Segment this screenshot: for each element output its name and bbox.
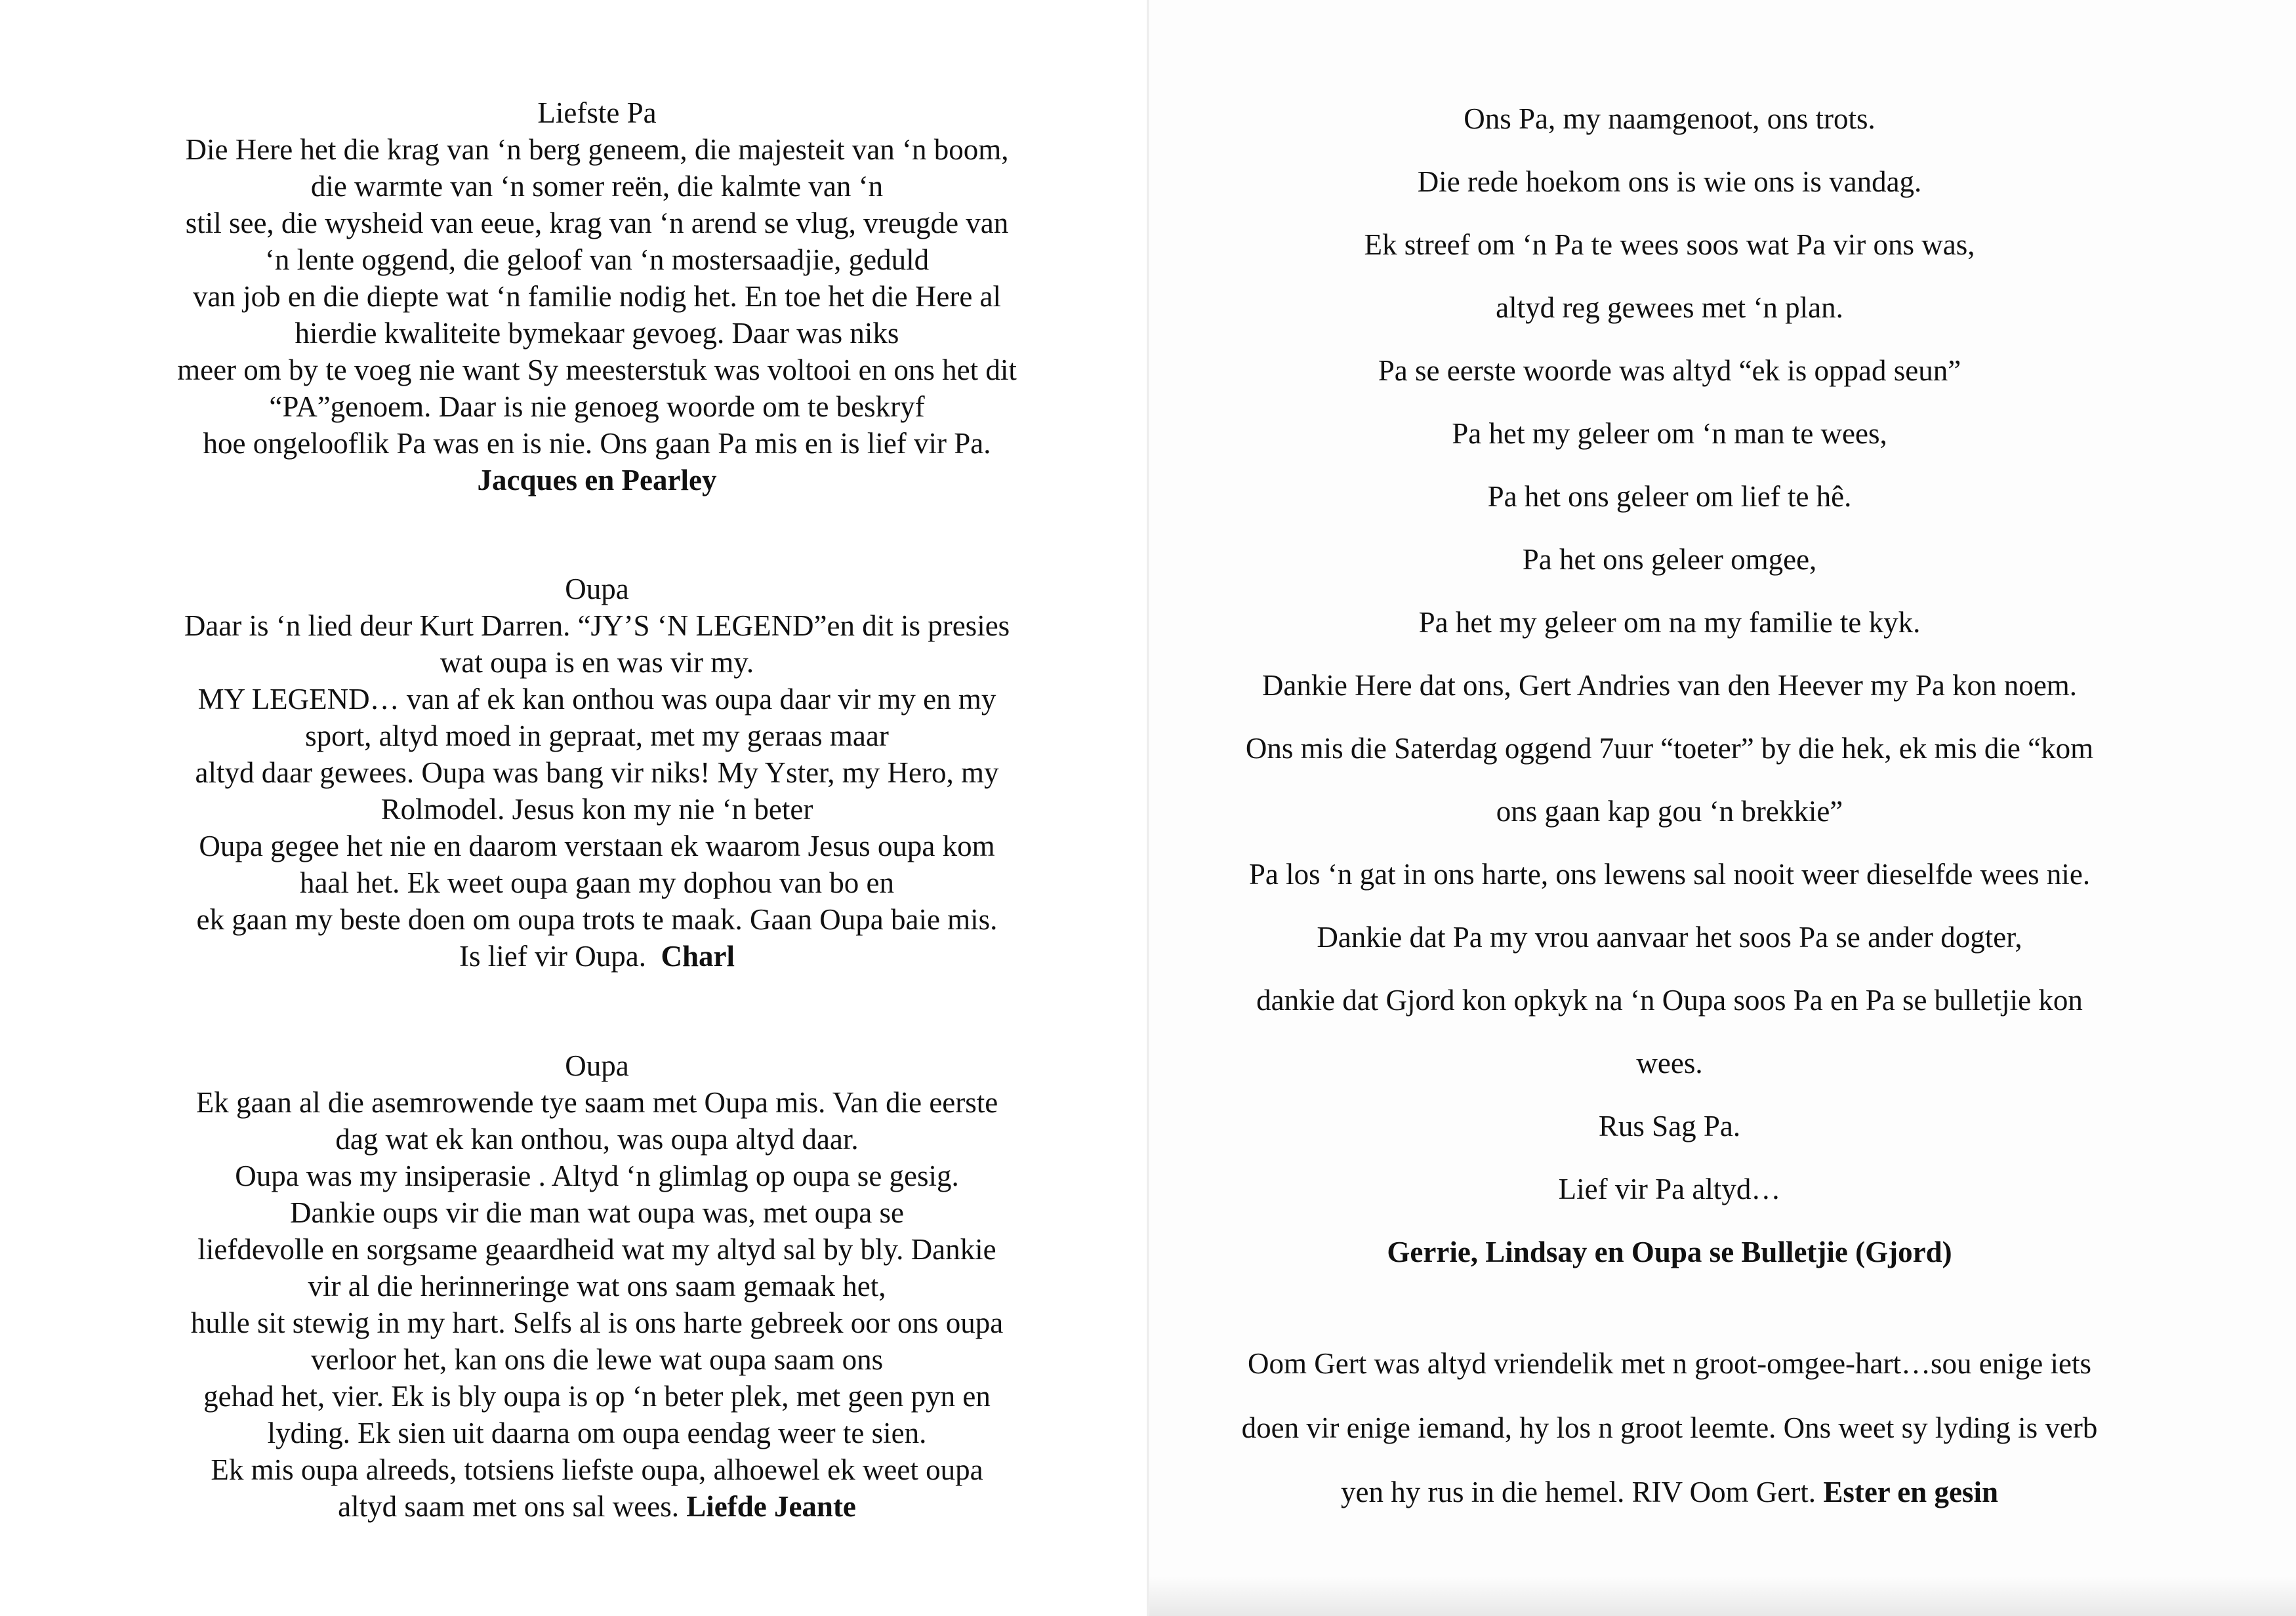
poem-line: dankie dat Gjord kon opkyk na ‘n Oupa soos Pa en Pa se bulletjie kon bbox=[1256, 984, 2083, 1017]
text-line: Oom Gert was altyd vriendelik met n groot-omgee-hart…sou enige iets bbox=[1248, 1347, 2091, 1380]
closing-text: altyd saam met ons sal wees. bbox=[338, 1490, 679, 1523]
text-line: Daar is ‘n lied deur Kurt Darren. “JY’S ‘N LEGEND”en dit is presies bbox=[184, 609, 1010, 642]
poem-line: Ons mis die Saterdag oggend 7uur “toeter” by die hek, ek mis die “kom bbox=[1245, 732, 2094, 765]
tribute-liefste-pa bbox=[72, 94, 1122, 498]
text-line: verloor het, kan ons die lewe wat oupa saam ons bbox=[310, 1343, 884, 1376]
text-line: hierdie kwaliteite bymekaar gevoeg. Daar was niks bbox=[295, 317, 899, 350]
poem-line: wees. bbox=[1636, 1047, 1703, 1080]
text-line: “PA”genoem. Daar is nie genoeg woorde om te beskryf bbox=[269, 390, 925, 423]
text-line: doen vir enige iemand, hy los n groot leemte. Ons weet sy lyding is verb bbox=[1241, 1411, 2098, 1444]
tribute-oupa-jeante bbox=[72, 1047, 1122, 1525]
signature: Gerrie, Lindsay en Oupa se Bulletjie (Gjord) bbox=[1387, 1236, 1952, 1268]
signature: Charl bbox=[661, 940, 735, 973]
text-line: haal het. Ek weet oupa gaan my dophou van bo en bbox=[300, 866, 894, 899]
closing-text: yen hy rus in die hemel. RIV Oom Gert. bbox=[1341, 1476, 1816, 1508]
page-shadow bbox=[1148, 1577, 2296, 1616]
closing-line bbox=[1155, 1460, 2184, 1524]
text-line: Ek mis oupa alreeds, totsiens liefste oupa, alhoewel ek weet oupa bbox=[211, 1453, 983, 1486]
text-line: van job en die diepte wat ‘n familie nodig het. En toe het die Here al bbox=[192, 280, 1002, 313]
page-fold bbox=[1147, 0, 1149, 1616]
tribute-oom-gert bbox=[1155, 1331, 2184, 1524]
closing-line bbox=[72, 1488, 1122, 1525]
text-line: gehad het, vier. Ek is bly oupa is op ‘n beter plek, met geen pyn en bbox=[203, 1380, 991, 1413]
text-line: hoe ongelooflik Pa was en is nie. Ons gaan Pa mis en is lief vir Pa. bbox=[203, 427, 991, 460]
signature: Jacques en Pearley bbox=[477, 464, 717, 496]
text-line: hulle sit stewig in my hart. Selfs al is ons harte gebreek oor ons oupa bbox=[190, 1306, 1004, 1339]
poem-line: Die rede hoekom ons is wie ons is vandag. bbox=[1417, 165, 1922, 198]
poem-line: Pa het ons geleer omgee, bbox=[1522, 543, 1817, 576]
section-title: Oupa bbox=[565, 573, 629, 605]
text-line: stil see, die wysheid van eeue, krag van ‘n arend se vlug, vreugde van bbox=[185, 207, 1009, 239]
text-line: MY LEGEND… van af ek kan onthou was oupa daar vir my en my bbox=[197, 683, 996, 716]
closing-text: Is lief vir Oupa. bbox=[459, 940, 646, 973]
text-line: wat oupa is en was vir my. bbox=[440, 646, 754, 679]
text-line: Oupa was my insiperasie . Altyd ‘n glimlag op oupa se gesig. bbox=[235, 1160, 959, 1192]
text-line: Dankie oups vir die man wat oupa was, met oupa se bbox=[289, 1196, 904, 1229]
signature: Ester en gesin bbox=[1823, 1476, 1998, 1508]
text-line: ‘n lente oggend, die geloof van ‘n mostersaadjie, geduld bbox=[264, 243, 930, 276]
text-line: altyd daar gewees. Oupa was bang vir niks! My Yster, my Hero, my bbox=[195, 756, 999, 789]
text-line: vir al die herinneringe wat ons saam gemaak het, bbox=[308, 1270, 886, 1303]
closing-line bbox=[72, 938, 1122, 975]
text-line: Ek gaan al die asemrowende tye saam met Oupa mis. Van die eerste bbox=[195, 1086, 998, 1119]
poem-line: Ons Pa, my naamgenoot, ons trots. bbox=[1464, 102, 1876, 135]
section-title: Oupa bbox=[565, 1049, 629, 1082]
poem-line: Pa los ‘n gat in ons harte, ons lewens sal nooit weer dieselfde wees nie. bbox=[1248, 858, 2091, 891]
poem-line: Lief vir Pa altyd… bbox=[1558, 1173, 1781, 1205]
text-line: liefdevolle en sorgsame geaardheid wat my altyd sal by bly. Dankie bbox=[197, 1233, 996, 1266]
poem-line: Pa se eerste woorde was altyd “ek is oppad seun” bbox=[1378, 354, 1961, 387]
poem-line: Dankie dat Pa my vrou aanvaar het soos Pa se ander dogter, bbox=[1317, 921, 2022, 954]
text-line: Die Here het die krag van ‘n berg geneem, die majesteit van ‘n boom, bbox=[185, 133, 1009, 166]
poem-line: ons gaan kap gou ‘n brekkie” bbox=[1496, 795, 1843, 828]
text-line: lyding. Ek sien uit daarna om oupa eendag weer te sien. bbox=[267, 1417, 927, 1449]
poem-line: Rus Sag Pa. bbox=[1598, 1110, 1741, 1142]
text-line: sport, altyd moed in gepraat, met my geraas maar bbox=[305, 719, 889, 752]
text-line: dag wat ek kan onthou, was oupa altyd daar. bbox=[335, 1123, 859, 1156]
poem-line: Ek streef om ‘n Pa te wees soos wat Pa vir ons was, bbox=[1364, 228, 1975, 261]
text-line: ek gaan my beste doen om oupa trots te maak. Gaan Oupa baie mis. bbox=[196, 903, 998, 936]
poem-line: Pa het ons geleer om lief te hê. bbox=[1487, 480, 1852, 513]
text-line: meer om by te voeg nie want Sy meesterstuk was voltooi en ons het dit bbox=[177, 354, 1017, 386]
poem-line: Dankie Here dat ons, Gert Andries van den Heever my Pa kon noem. bbox=[1261, 669, 2078, 702]
text-line: Oupa gegee het nie en daarom verstaan ek waarom Jesus oupa kom bbox=[199, 830, 995, 862]
poem-line: Pa het my geleer om na my familie te kyk. bbox=[1418, 606, 1921, 639]
tribute-ons-pa bbox=[1155, 87, 2184, 1283]
signature: Liefde Jeante bbox=[686, 1490, 856, 1523]
section-title: Liefste Pa bbox=[537, 96, 657, 129]
tribute-oupa-charl bbox=[72, 571, 1122, 975]
poem-line: altyd reg gewees met ‘n plan. bbox=[1496, 291, 1843, 324]
poem-line: Pa het my geleer om ‘n man te wees, bbox=[1452, 417, 1887, 450]
text-line: Rolmodel. Jesus kon my nie ‘n beter bbox=[380, 793, 813, 826]
text-line: die warmte van ‘n somer reën, die kalmte van ‘n bbox=[310, 170, 884, 203]
